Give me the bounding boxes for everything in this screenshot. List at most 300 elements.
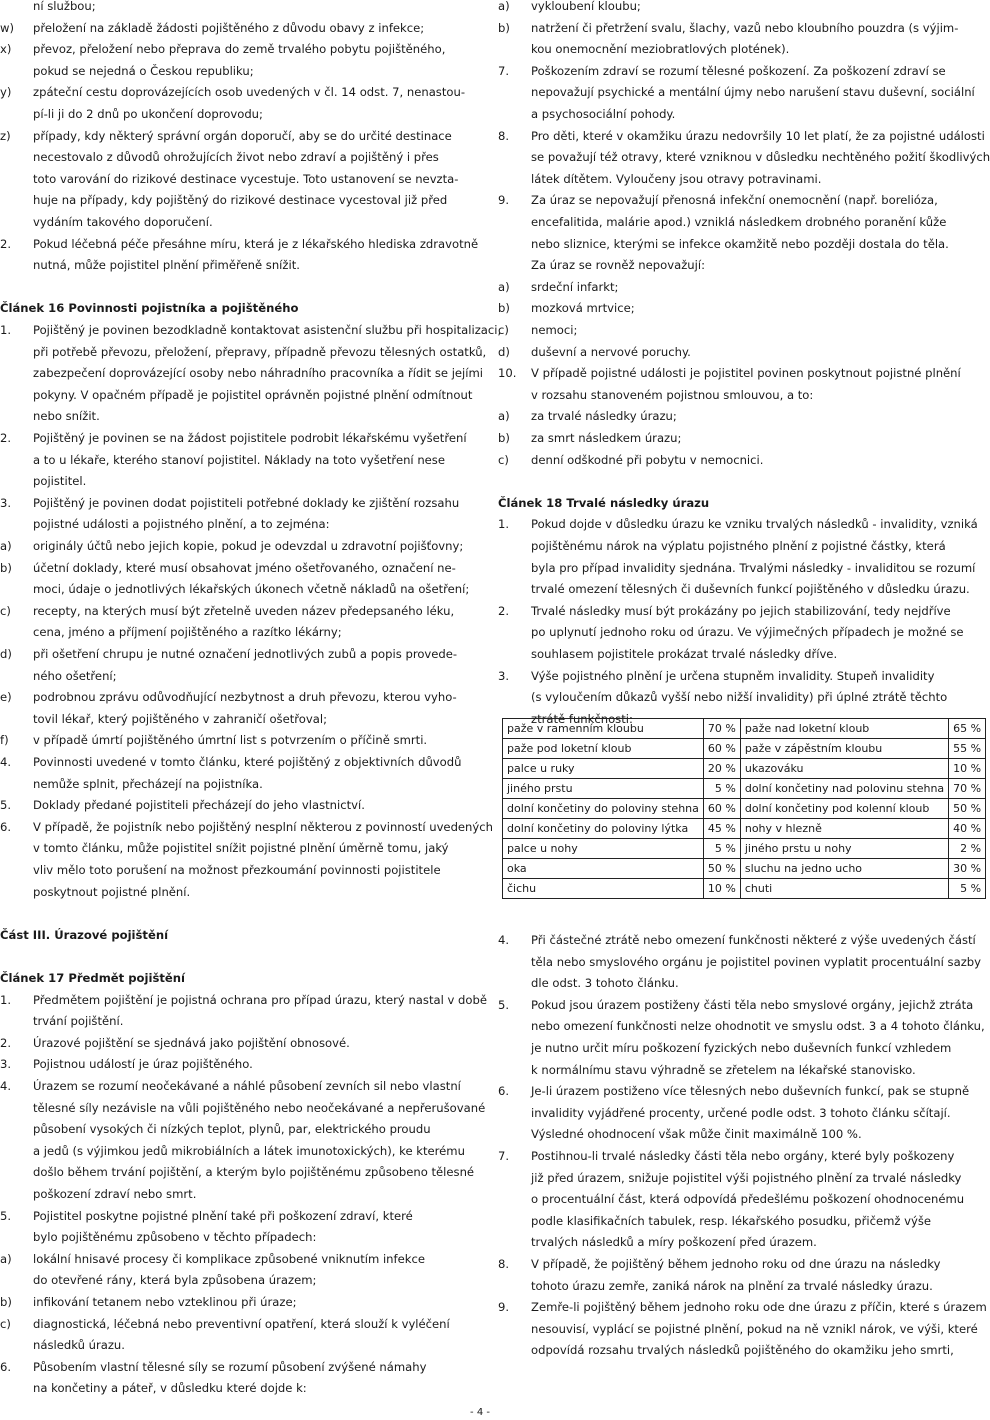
item-text: zpáteční cestu doprovázejících osob uvedených v čl. 14 odst. 7, nenastou-	[33, 85, 466, 100]
item-label: z)	[0, 128, 11, 143]
text-line	[0, 1380, 462, 1396]
item-label: d)	[498, 344, 510, 359]
text-line	[0, 776, 462, 792]
item-text: vliv mělo toto porušení na možnost přezkoumání povinnosti pojistitele	[33, 863, 441, 877]
text-line	[498, 344, 960, 360]
item-text: poškození zdraví nebo smrt.	[33, 1187, 197, 1201]
text-line	[0, 819, 493, 835]
text-line	[0, 0, 462, 14]
item-text: již před úrazem, snižuje pojistitel výši pojistného plnění za trvalé následky	[531, 1170, 962, 1185]
body-part-cell: dolní končetiny do poloviny lýtka	[503, 819, 704, 839]
text-line	[498, 1321, 978, 1337]
text-line	[0, 322, 502, 338]
text-line	[0, 473, 462, 489]
text-line	[498, 1040, 960, 1056]
item-text: Článek 17 Předmět pojištění	[0, 971, 185, 985]
item-label: 6.	[0, 819, 12, 834]
percent-cell: 50 %	[949, 799, 986, 819]
item-text: Článek 18 Trvalé následky úrazu	[498, 495, 710, 510]
text-line	[0, 581, 470, 597]
text-line	[498, 257, 960, 273]
item-text: a jedů (s výjimkou jedů mikrobiálních a látek imunotoxických), ke kterému	[33, 1143, 465, 1158]
text-line	[498, 236, 960, 252]
item-text: pokud se nejedná o Českou republiku;	[33, 63, 254, 78]
text-line	[498, 1083, 970, 1099]
percent-cell: 5 %	[703, 779, 740, 799]
text-line	[0, 344, 487, 360]
text-line	[498, 668, 960, 684]
text-line	[0, 603, 462, 619]
table-row	[503, 839, 986, 859]
text-line	[0, 538, 462, 554]
item-label: a)	[498, 0, 510, 13]
text-line	[498, 1148, 960, 1164]
body-part-cell: paže v ramenním kloubu	[503, 719, 704, 739]
item-label: 4.	[498, 933, 510, 947]
item-text: nesouvisí, vyplácí se pojistné plnění, pokud na ně vznikl nárok, ve výši, které	[531, 1321, 978, 1336]
item-text: Pojistitel poskytne pojistné plnění také při poškození zdraví, které	[33, 1208, 413, 1223]
percent-cell: 60 %	[703, 739, 740, 759]
item-label: e)	[0, 690, 12, 705]
text-line	[0, 257, 462, 273]
item-text: na končetiny a páteř, v důsledku které dojde k:	[33, 1381, 307, 1396]
text-line	[0, 754, 462, 770]
percent-cell: 30 %	[949, 859, 986, 879]
text-line	[0, 516, 462, 532]
body-part-cell: dolní končetiny do poloviny stehna	[503, 799, 704, 819]
text-line	[0, 905, 462, 921]
item-label: a)	[0, 1251, 12, 1266]
body-part-cell: palce u ruky	[503, 759, 704, 779]
item-label: f)	[0, 733, 9, 748]
item-text: látek dítětem. Vyloučeny jsou otravy potravinami.	[531, 171, 822, 186]
item-label: d)	[0, 647, 12, 661]
item-text: působení vysokých či nízkých teplot, plynů, par, elektrického proudu	[33, 1122, 431, 1137]
item-text: nebo omezení funkčnosti nelze ohodnotit ve smyslu odst. 3 a 4 tohoto článku,	[531, 1019, 985, 1034]
text-line	[0, 214, 462, 230]
text-line	[498, 41, 960, 57]
item-text: pokyny. V opačném případě je pojistitel oprávněn pojistné plnění odmítnout	[33, 387, 473, 402]
item-text: Pokud jsou úrazem postiženy části těla nebo smyslové orgány, jejichž ztráta	[531, 997, 974, 1012]
item-text: Postihnou-li trvalé následky části těla nebo orgány, které byly poškozeny	[531, 1149, 955, 1163]
item-text: nemoci;	[531, 323, 578, 337]
item-text: v případě úmrtí pojištěného úmrtní list s potvrzením o příčině smrti.	[33, 733, 428, 748]
text-line	[498, 1342, 960, 1358]
item-text: vykloubení kloubu;	[531, 0, 641, 13]
item-text: Trvalé následky musí být prokázány po jejich stabilizování, tedy nejdříve	[531, 603, 951, 618]
item-label: 5.	[0, 1208, 12, 1223]
text-line	[0, 624, 462, 640]
text-line	[0, 1186, 462, 1202]
item-text: při potřebě převozu, přeložení, přepravy, případně převozu tělesných ostatků,	[33, 344, 487, 359]
percent-cell: 40 %	[949, 819, 986, 839]
text-line	[498, 538, 960, 554]
item-label: c)	[0, 603, 11, 618]
item-text: se považují též otravy, které vzniknou v důsledku nechtěného požití škodlivých	[531, 150, 990, 165]
item-text: poskytnout pojistné plnění.	[33, 884, 191, 899]
item-label: c)	[0, 1316, 11, 1331]
item-text: trvání pojištění.	[33, 1014, 124, 1029]
item-text: nebo sliznice, kterými se infekce okamžitě nebo později dostala do těla.	[531, 236, 949, 251]
text-line	[498, 408, 960, 424]
table-row	[503, 739, 986, 759]
body-part-cell: jiného prstu	[503, 779, 704, 799]
table-row	[503, 879, 986, 899]
text-line	[0, 1208, 462, 1224]
item-label: 7.	[498, 63, 510, 78]
text-line	[0, 279, 462, 295]
item-text: pí-li ji do 2 dnů po ukončení doprovodu;	[33, 107, 263, 121]
text-line	[0, 171, 462, 187]
item-text: Pokud dojde v důsledku úrazu ke vzniku trvalých následků - invalidity, vzniká	[531, 517, 978, 532]
text-line	[498, 581, 970, 597]
item-text: podle klasifikačních tabulek, resp. lékařského posudku, přičemž výše	[531, 1213, 932, 1228]
body-part-cell: paže pod loketní kloub	[503, 739, 704, 759]
text-line	[498, 149, 990, 165]
text-line	[0, 192, 462, 208]
text-line	[498, 560, 976, 576]
item-label: 3.	[498, 668, 510, 683]
item-text: ní službou;	[33, 0, 96, 13]
text-line	[498, 954, 982, 970]
item-text: přeložení na základě žádosti pojištěného z důvodu obavy z infekce;	[33, 20, 425, 35]
percent-cell: 10 %	[703, 879, 740, 899]
text-line	[498, 1191, 965, 1207]
item-text: Pojištěný je povinen dodat pojistiteli potřebné doklady ke zjištění rozsahu	[33, 495, 460, 510]
item-label: 10.	[498, 366, 517, 381]
item-label: 2.	[0, 1035, 12, 1050]
item-text: Výše pojistného plnění je určena stupněm invalidity. Stupeň invalidity	[531, 668, 935, 683]
item-text: V případě, že pojistník nebo pojištěný nesplní některou z povinností uvedených	[33, 819, 493, 834]
item-label: x)	[0, 42, 12, 57]
item-text: a to u lékaře, kterého stanoví pojistitel. Náklady na toto vyšetření nese	[33, 452, 445, 467]
text-line	[498, 1213, 960, 1229]
item-text: za smrt následkem úrazu;	[531, 431, 682, 445]
item-label: 9.	[498, 1300, 510, 1315]
table-row	[503, 859, 986, 879]
text-line	[498, 452, 960, 468]
body-part-cell: dolní končetiny nad polovinu stehna	[740, 779, 948, 799]
item-label: 8.	[498, 1257, 510, 1271]
item-label: y)	[0, 85, 12, 100]
item-text: mozková mrtvice;	[531, 301, 635, 316]
item-text: Úrazem se rozumí neočekávané a náhlé působení zevních sil nebo vlastní	[33, 1079, 461, 1093]
item-text: recepty, na kterých musí být zřetelně uveden název předepsaného léku,	[33, 603, 455, 618]
item-text: Zemře-li pojištěný během jednoho roku ode dne úrazu z příčin, které s úrazem	[531, 1300, 987, 1315]
text-line	[498, 279, 960, 295]
text-line	[498, 106, 960, 122]
percent-cell: 45 %	[703, 819, 740, 839]
text-line	[0, 1229, 462, 1245]
item-text: moci, údaje o jednotlivých lékařských úkonech včetně nákladů na ošetření;	[33, 582, 470, 597]
item-label: 5.	[498, 997, 510, 1012]
text-line	[0, 128, 462, 144]
item-text: originály účtů nebo jejich kopie, pokud je odevzdal u zdravotní pojišťovny;	[33, 539, 464, 553]
item-text: encefalitida, malárie apod.) vzniklá následkem drobného poranění kůže	[531, 215, 947, 229]
item-text: duševní a nervové poruchy.	[531, 344, 691, 359]
body-part-cell: paže nad loketní kloub	[740, 719, 948, 739]
text-line	[0, 41, 462, 57]
text-line	[0, 689, 462, 705]
percent-cell: 65 %	[949, 719, 986, 739]
text-line	[498, 1062, 960, 1078]
text-line	[498, 171, 960, 187]
item-text: V případě pojistné události je pojistitel povinen poskytnout pojistné plnění	[531, 366, 961, 381]
body-part-cell: sluchu na jedno ucho	[740, 859, 948, 879]
text-line	[0, 84, 466, 100]
body-part-cell: paže v zápěstním kloubu	[740, 739, 948, 759]
item-label: c)	[498, 323, 509, 337]
item-text: Část III. Úrazové pojištění	[0, 927, 169, 942]
item-text: těla nebo smyslového orgánu je pojistitel povinen vyplatit procentuální sazby	[531, 954, 982, 969]
table-row	[503, 819, 986, 839]
text-line	[0, 63, 462, 79]
text-line	[498, 322, 960, 338]
item-text: odpovídá rozsahu trvalých následků pojištěného do okamžiku jeho smrti,	[531, 1343, 954, 1358]
text-line	[0, 862, 462, 878]
percent-cell: 2 %	[949, 839, 986, 859]
text-line	[0, 1337, 462, 1353]
text-line	[498, 689, 960, 705]
item-text: toto varování do rizikové destinace vycestuje. Toto ustanovení se nevzta-	[33, 171, 459, 186]
item-text: (s vyloučením důkazů vyšší nebo nižší invalidity) při úplné ztrátě těchto	[531, 690, 948, 705]
item-text: Za úraz se nepovažují přenosná infekční onemocnění (např. borelióza,	[531, 193, 938, 208]
item-text: vydáním takového doporučení.	[33, 215, 213, 229]
text-line	[0, 1143, 465, 1159]
item-label: b)	[0, 1295, 12, 1309]
text-line	[498, 430, 960, 446]
item-text: Předmětem pojištění je pojistná ochrana pro případ úrazu, který nastal v době	[33, 992, 488, 1007]
text-line	[0, 452, 462, 468]
text-line	[498, 1170, 960, 1186]
item-text: cena, jméno a příjmení pojištěného a razítko lékárny;	[33, 625, 342, 640]
item-text: převoz, přeložení nebo přeprava do země trvalého pobytu pojištěného,	[33, 42, 446, 57]
text-line	[0, 1164, 475, 1180]
item-text: následků úrazu.	[33, 1338, 125, 1353]
item-text: natržení či přetržení svalu, šlachy, vazů nebo kloubního pouzdra (s výjim-	[531, 20, 959, 35]
table-row	[503, 759, 986, 779]
text-line	[0, 1078, 462, 1094]
item-label: b)	[498, 20, 510, 35]
text-line	[0, 1100, 486, 1116]
item-text: ného ošetření;	[33, 668, 117, 683]
item-text: tělesné síly nezávisle na vůli pojištěného nebo neočekávané a nepřerušované	[33, 1100, 486, 1115]
item-text: trvalých následků a míry poškození před úrazem.	[531, 1235, 817, 1250]
text-line	[0, 1251, 462, 1267]
text-line	[498, 128, 985, 144]
text-line	[0, 236, 479, 252]
item-text: Článek 16 Povinnosti pojistníka a pojištěného	[0, 301, 299, 316]
item-text: účetní doklady, které musí obsahovat jméno ošetřovaného, označení ne-	[33, 560, 456, 575]
percent-cell: 20 %	[703, 759, 740, 779]
item-text: pojistné události a pojistného plnění, a to zejména:	[33, 517, 330, 532]
item-text: po uplynutí jednoho roku od úrazu. Ve výjimečných případech je možné se	[531, 625, 964, 640]
item-text: a psychosociální pohody.	[531, 107, 676, 121]
item-label: 1.	[0, 992, 12, 1007]
item-text: došlo během trvání pojištění, a kterým bylo pojištěnému způsobeno tělesné	[33, 1165, 475, 1180]
percent-cell: 10 %	[949, 759, 986, 779]
section-heading	[0, 970, 462, 986]
text-line	[0, 387, 473, 403]
item-text: Doklady předané pojistiteli přecházejí do jeho vlastnictví.	[33, 798, 365, 813]
item-label: a)	[498, 279, 510, 294]
item-text: diagnostická, léčebná nebo preventivní opatření, která slouží k vyléčení	[33, 1316, 450, 1331]
item-text: nebo snížit.	[33, 409, 100, 424]
item-text: za trvalé následky úrazu;	[531, 409, 677, 424]
item-text: lokální hnisavé procesy či komplikace způsobené vniknutím infekce	[33, 1251, 425, 1266]
text-line	[498, 1126, 960, 1142]
item-text: trvalé omezení tělesných či duševních funkcí pojištěného v důsledku úrazu.	[531, 582, 970, 597]
text-line	[498, 1299, 987, 1315]
text-line	[498, 63, 960, 79]
body-part-cell: dolní končetiny pod kolenní kloub	[740, 799, 948, 819]
text-line	[498, 516, 978, 532]
text-line	[498, 300, 960, 316]
item-text: infikování tetanem nebo vzteklinou při úraze;	[33, 1295, 297, 1309]
item-text: Pro děti, které v okamžiku úrazu nedovršily 10 let platí, že za pojistné události	[531, 128, 985, 143]
item-label: 5.	[0, 798, 12, 813]
text-line	[0, 711, 462, 727]
section-heading	[498, 495, 960, 511]
percent-cell: 5 %	[949, 879, 986, 899]
text-line	[498, 624, 964, 640]
table-row	[503, 719, 986, 739]
text-line	[498, 473, 960, 489]
item-text: pojištěnému nárok na výplatu pojistného plnění z pojistné částky, která	[531, 539, 946, 553]
item-label: b)	[498, 301, 510, 316]
item-label: 9.	[498, 193, 510, 208]
text-line	[498, 84, 975, 100]
item-text: tovil lékař, který pojištěného v zahraničí ošetřoval;	[33, 711, 327, 726]
item-label: b)	[0, 560, 12, 575]
body-part-cell: chuti	[740, 879, 948, 899]
text-line	[0, 560, 462, 576]
item-text: Poškozením zdraví se rozumí tělesné poškození. Za poškození zdraví se	[531, 63, 946, 78]
item-text: v tomto článku, může pojistitel snížit pojistné plnění úměrně tomu, jaký	[33, 841, 449, 856]
text-line	[498, 214, 960, 230]
text-line	[0, 408, 462, 424]
item-text: Úrazové pojištění se sjednává jako pojištění obnosové.	[33, 1035, 350, 1050]
text-line	[0, 495, 462, 511]
item-text: invalidity vyjádřené procenty, určené podle odst. 3 tohoto článku sčítají.	[531, 1105, 951, 1120]
item-text: je nutno určit míru poškození fyzických nebo duševních funkcí vzhledem	[531, 1041, 952, 1055]
item-text: k normálnímu stavu výhradně se zřetelem na lékařské stanovisko.	[531, 1062, 916, 1077]
text-line	[498, 0, 960, 14]
item-label: 4.	[0, 1079, 12, 1093]
text-line	[0, 1013, 462, 1029]
item-text: nutná, může pojistitel plnění přiměřeně snížit.	[33, 258, 300, 273]
section-heading	[0, 300, 462, 316]
item-text: Je-li úrazem postiženo více tělesných nebo duševních funkcí, pak se stupně	[531, 1084, 970, 1099]
item-text: srdeční infarkt;	[531, 279, 619, 294]
text-line	[498, 1278, 960, 1294]
item-label: 3.	[0, 1057, 12, 1072]
text-line	[0, 1316, 462, 1332]
item-text: případy, kdy některý správní orgán doporučí, aby se do určité destinace	[33, 128, 452, 143]
item-label: 8.	[498, 128, 510, 143]
item-text: byla pro případ invalidity sjednána. Trvalými následky - invaliditou se rozumí	[531, 560, 976, 575]
item-text: podrobnou zprávu odůvodňující nezbytnost a druh převozu, kterou vyho-	[33, 690, 457, 705]
item-text: necestovalo z důvodů ohrožujících život nebo zdraví a pojištěný i přes	[33, 150, 439, 165]
text-line	[0, 1359, 462, 1375]
text-line	[0, 646, 462, 662]
text-line	[498, 975, 960, 991]
item-text: bylo pojištěnému způsobeno v těchto případech:	[33, 1230, 317, 1245]
table-row	[503, 779, 986, 799]
text-line	[0, 992, 488, 1008]
item-text: o procentuální část, která odpovídá předešlému poškození ohodnocenému	[531, 1192, 965, 1207]
text-line	[0, 884, 462, 900]
section-heading	[0, 927, 462, 943]
percent-cell: 55 %	[949, 739, 986, 759]
item-text: dle odst. 3 tohoto článku.	[531, 976, 679, 991]
item-text: při ošetření chrupu je nutné označení jednotlivých zubů a popis provede-	[33, 647, 458, 661]
page-number: - 4 -	[470, 1407, 490, 1418]
item-label: 6.	[498, 1084, 510, 1099]
text-line	[0, 732, 462, 748]
text-line	[0, 149, 462, 165]
item-label: 3.	[0, 495, 12, 510]
item-text: ztrátě funkčnosti:	[531, 711, 633, 726]
text-line	[498, 1234, 960, 1250]
percent-cell: 60 %	[703, 799, 740, 819]
text-line	[0, 1272, 462, 1288]
item-text: Pokud léčebná péče přesáhne míru, která je z lékařského hlediska zdravotně	[33, 236, 479, 251]
invalidity-table	[502, 718, 986, 899]
text-line	[0, 365, 484, 381]
text-line	[0, 797, 462, 813]
text-line	[498, 192, 960, 208]
item-text: nemůže splnit, přecházejí na pojistníka.	[33, 776, 263, 791]
body-part-cell: jiného prstu u nohy	[740, 839, 948, 859]
item-label: 4.	[0, 755, 12, 769]
text-line	[498, 387, 960, 403]
body-part-cell: ukazováku	[740, 759, 948, 779]
text-line	[498, 997, 974, 1013]
percent-cell: 70 %	[703, 719, 740, 739]
table-row	[503, 799, 986, 819]
text-line	[498, 1105, 960, 1121]
text-line	[498, 603, 960, 619]
item-label: 2.	[498, 603, 510, 618]
item-text: Pojistnou událostí je úraz pojištěného.	[33, 1057, 253, 1072]
text-line	[0, 430, 467, 446]
item-text: kou onemocnění meziobratlových plotének).	[531, 42, 790, 57]
text-line	[0, 840, 462, 856]
item-text: Při částečné ztrátě nebo omezení funkčnosti některé z výše uvedených částí	[531, 933, 976, 947]
item-label: w)	[0, 20, 15, 35]
text-line	[498, 932, 976, 948]
item-text: V případě, že pojištěný během jednoho roku od dne úrazu na následky	[531, 1257, 941, 1271]
item-label: 2.	[0, 431, 12, 445]
text-line	[0, 106, 462, 122]
body-part-cell: čichu	[503, 879, 704, 899]
item-text: v rozsahu stanoveném pojistnou smlouvou, a to:	[531, 387, 814, 402]
item-label: 1.	[0, 323, 12, 337]
text-line	[498, 1018, 985, 1034]
text-line	[498, 1256, 960, 1272]
text-line	[0, 668, 462, 684]
text-line	[0, 1121, 462, 1137]
body-part-cell: oka	[503, 859, 704, 879]
percent-cell: 50 %	[703, 859, 740, 879]
item-text: Pojištěný je povinen bezodkladně kontaktovat asistenční službu při hospitalizaci,	[33, 323, 502, 337]
text-line	[498, 646, 960, 662]
item-text: pojistitel.	[33, 474, 87, 489]
percent-cell: 5 %	[703, 839, 740, 859]
item-label: 2.	[0, 236, 12, 251]
item-label: b)	[498, 431, 510, 445]
